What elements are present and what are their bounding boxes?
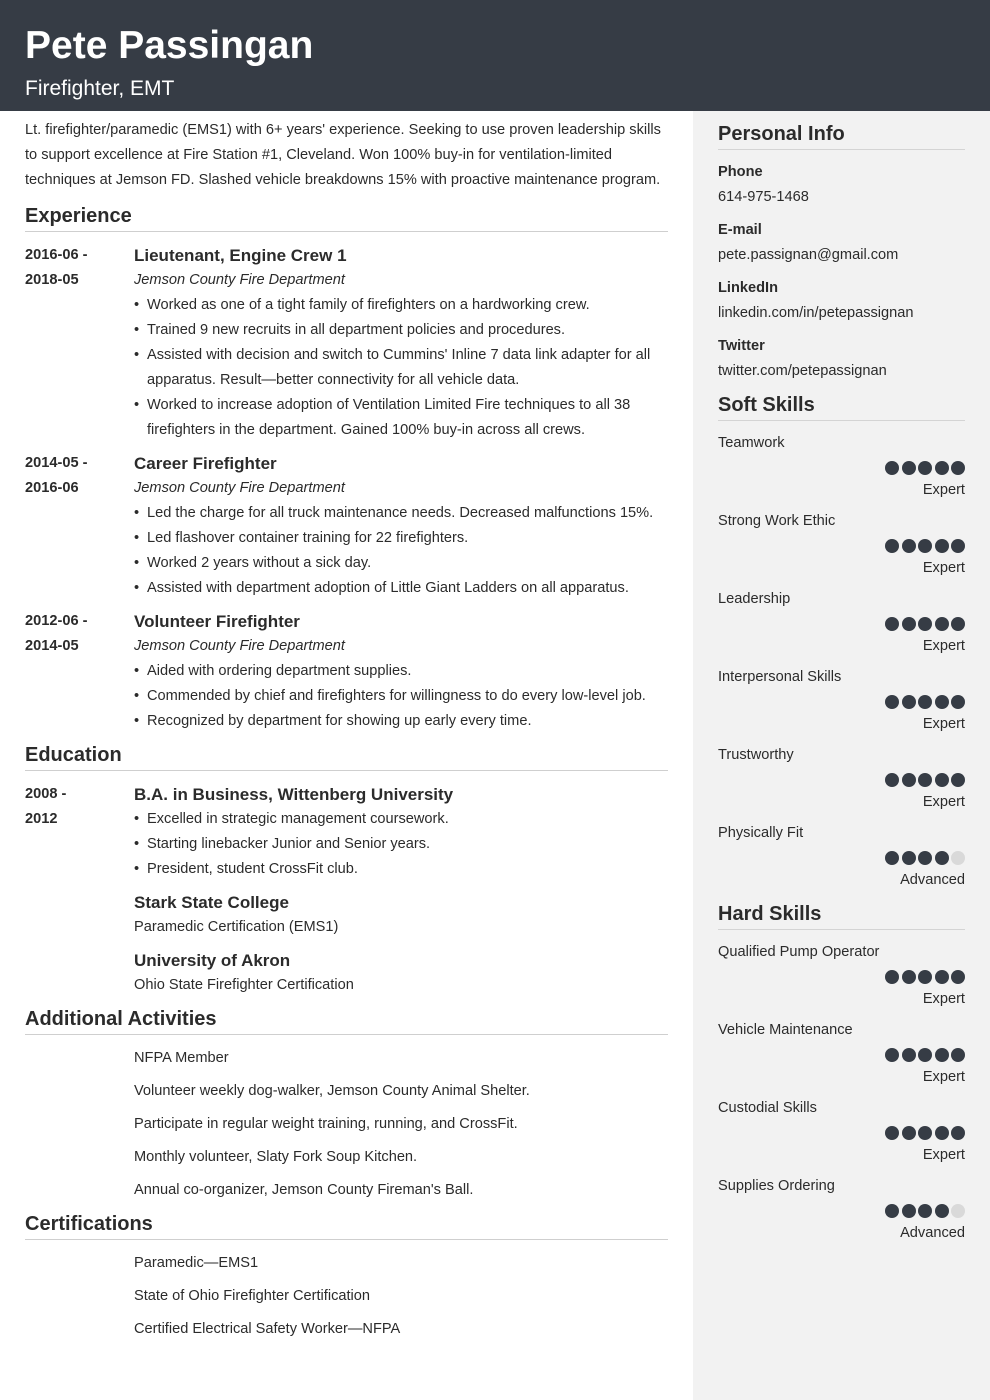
profile-summary: Lt. firefighter/paramedic (EMS1) with 6+ years' experience. Seeking to use proven leadership skills to support excellence at Fire Station #1, Cleveland. Won 100% buy-in for ventilation-limited techniques at Jemson FD. Slashed vehicle breakdowns 15% with proactive maintenance program. [25, 122, 661, 188]
soft-skills-heading: Soft Skills [718, 392, 965, 421]
certifications-heading: Certifications [25, 1211, 668, 1240]
rating-dot-filled-icon [885, 1126, 899, 1140]
hard-skills-heading: Hard Skills [718, 901, 965, 930]
skill-rating [718, 1126, 965, 1143]
skill-level: Expert [922, 560, 965, 576]
bullet-item: • Recognized by department for showing up early every time. [134, 709, 668, 734]
job-title: Volunteer Firefighter [134, 612, 300, 631]
rating-dot-filled-icon [902, 1048, 916, 1062]
bullet-item: • Worked 2 years without a sick day. [134, 551, 668, 576]
skill-item [718, 665, 965, 737]
rating-dot-filled-icon [902, 1204, 916, 1218]
bullet-item: • Commended by chief and firefighters for willingness to do every low-level job. [134, 684, 668, 709]
rating-dot-filled-icon [951, 695, 965, 709]
rating-dot-filled-icon [951, 773, 965, 787]
skill-item [718, 821, 965, 893]
employer: Jemson County Fire Department [134, 272, 345, 288]
activity-item: Monthly volunteer, Slaty Fork Soup Kitchen. [134, 1149, 418, 1165]
date-range [25, 451, 125, 501]
bullet-item: • Aided with ordering department supplies. [134, 659, 668, 684]
twitter-label: Twitter [718, 338, 765, 354]
rating-dot-filled-icon [951, 539, 965, 553]
rating-dot-filled-icon [918, 1126, 932, 1140]
skill-item [718, 1018, 965, 1090]
rating-dot-filled-icon [902, 970, 916, 984]
skill-rating [718, 1048, 965, 1065]
personal-info-heading: Personal Info [718, 121, 965, 150]
skill-name: Strong Work Ethic [718, 513, 836, 529]
school-name: University of Akron [134, 951, 291, 970]
rating-dot-filled-icon [918, 695, 932, 709]
date-start: 2014-05 - [25, 455, 88, 471]
bullet-item: • Starting linebacker Junior and Senior years. [134, 832, 668, 857]
skill-name: Teamwork [718, 435, 785, 451]
bullet-list [134, 807, 668, 882]
skill-item [718, 1096, 965, 1168]
candidate-title: Firefighter, EMT [25, 77, 175, 100]
rating-dot-filled-icon [951, 1048, 965, 1062]
email-label: E-mail [718, 222, 762, 238]
school-name: Stark State College [134, 893, 289, 912]
skill-item [718, 587, 965, 659]
rating-dot-filled-icon [935, 970, 949, 984]
certification-item: Paramedic—EMS1 [134, 1255, 259, 1271]
rating-dot-filled-icon [935, 773, 949, 787]
skill-name: Trustworthy [718, 747, 794, 763]
skill-rating [718, 695, 965, 712]
bullet-item: • Worked to increase adoption of Ventilation Limited Fire techniques to all 38 firefighters in the department. Gained 100% buy-in across all crews. [134, 393, 668, 443]
rating-dot-filled-icon [918, 970, 932, 984]
rating-dot-filled-icon [902, 1126, 916, 1140]
skill-rating [718, 1204, 965, 1221]
soft-skills-list [718, 431, 965, 893]
date-range [25, 782, 125, 832]
rating-dot-filled-icon [935, 539, 949, 553]
phone-value: 614-975-1468 [718, 189, 809, 205]
education-entry [25, 782, 668, 998]
skill-item [718, 1174, 965, 1246]
skill-level: Expert [922, 794, 965, 810]
skill-item [718, 431, 965, 503]
rating-dot-filled-icon [935, 851, 949, 865]
rating-dot-filled-icon [918, 617, 932, 631]
rating-dot-filled-icon [951, 617, 965, 631]
rating-dot-filled-icon [918, 461, 932, 475]
bullet-item: • Excelled in strategic management coursework. [134, 807, 668, 832]
bullet-item: • Assisted with department adoption of Little Giant Ladders on all apparatus. [134, 576, 668, 601]
skill-rating [718, 617, 965, 634]
skill-item [718, 509, 965, 581]
rating-dot-filled-icon [885, 1048, 899, 1062]
rating-dot-filled-icon [885, 695, 899, 709]
skill-name: Supplies Ordering [718, 1178, 835, 1194]
rating-dot-filled-icon [951, 970, 965, 984]
degree-title: B.A. in Business, Wittenberg University [134, 785, 454, 804]
bullet-item: • Led flashover container training for 22 firefighters. [134, 526, 668, 551]
job-title: Lieutenant, Engine Crew 1 [134, 246, 347, 265]
job-title: Career Firefighter [134, 454, 277, 473]
rating-dot-filled-icon [935, 695, 949, 709]
rating-dot-filled-icon [918, 1048, 932, 1062]
skill-name: Physically Fit [718, 825, 804, 841]
rating-dot-filled-icon [935, 617, 949, 631]
skill-rating [718, 773, 965, 790]
school-detail: Paramedic Certification (EMS1) [134, 919, 339, 935]
rating-dot-filled-icon [935, 1204, 949, 1218]
skill-level: Expert [922, 638, 965, 654]
date-end: 2014-05 [25, 638, 79, 654]
activities-list [25, 1046, 668, 1203]
skill-level: Advanced [900, 872, 965, 888]
rating-dot-filled-icon [935, 1126, 949, 1140]
rating-dot-filled-icon [951, 461, 965, 475]
rating-dot-filled-icon [885, 461, 899, 475]
skill-rating [718, 970, 965, 987]
certifications-list [25, 1251, 668, 1342]
skill-name: Qualified Pump Operator [718, 944, 880, 960]
school-detail: Ohio State Firefighter Certification [134, 977, 354, 993]
bullet-list [134, 659, 668, 734]
rating-dot-filled-icon [935, 461, 949, 475]
date-start: 2012-06 - [25, 613, 88, 629]
hard-skills-list [718, 940, 965, 1246]
linkedin-label: LinkedIn [718, 280, 778, 296]
skill-rating [718, 539, 965, 556]
rating-dot-filled-icon [918, 539, 932, 553]
certification-item: Certified Electrical Safety Worker—NFPA [134, 1321, 401, 1337]
rating-dot-empty-icon [951, 1204, 965, 1218]
date-end: 2016-06 [25, 480, 79, 496]
employer: Jemson County Fire Department [134, 480, 345, 496]
skill-level: Expert [922, 991, 965, 1007]
certification-item: State of Ohio Firefighter Certification [134, 1288, 371, 1304]
skill-rating [718, 851, 965, 868]
skill-name: Interpersonal Skills [718, 669, 842, 685]
bullet-item: • President, student CrossFit club. [134, 857, 668, 882]
bullet-item: • Assisted with decision and switch to Cummins' Inline 7 data link adapter for all apparatus. Result—better connectivity for all vehicle data. [134, 343, 668, 393]
rating-dot-filled-icon [951, 1126, 965, 1140]
skill-rating [718, 461, 965, 478]
rating-dot-filled-icon [902, 773, 916, 787]
rating-dot-filled-icon [918, 1204, 932, 1218]
activity-item: Annual co-organizer, Jemson County Fireman's Ball. [134, 1182, 474, 1198]
rating-dot-filled-icon [902, 695, 916, 709]
experience-entry [25, 609, 668, 734]
skill-name: Leadership [718, 591, 791, 607]
bullet-item: • Led the charge for all truck maintenance needs. Decreased malfunctions 15%. [134, 501, 668, 526]
email-value: pete.passignan@gmail.com [718, 247, 899, 263]
rating-dot-filled-icon [885, 539, 899, 553]
candidate-name: Pete Passingan [25, 24, 314, 67]
activity-item: NFPA Member [134, 1050, 229, 1066]
rating-dot-filled-icon [902, 851, 916, 865]
date-end: 2012 [25, 811, 58, 827]
activity-item: Participate in regular weight training, running, and CrossFit. [134, 1116, 518, 1132]
skill-name: Vehicle Maintenance [718, 1022, 853, 1038]
date-start: 2016-06 - [25, 247, 88, 263]
experience-entry [25, 243, 668, 443]
bullet-item: • Trained 9 new recruits in all department policies and procedures. [134, 318, 668, 343]
skill-level: Expert [922, 1069, 965, 1085]
date-end: 2018-05 [25, 272, 79, 288]
rating-dot-empty-icon [951, 851, 965, 865]
twitter-value: twitter.com/petepassignan [718, 363, 887, 379]
bullet-list [134, 293, 668, 443]
rating-dot-filled-icon [918, 773, 932, 787]
skill-level: Expert [922, 1147, 965, 1163]
rating-dot-filled-icon [885, 617, 899, 631]
rating-dot-filled-icon [935, 1048, 949, 1062]
rating-dot-filled-icon [885, 851, 899, 865]
skill-level: Expert [922, 482, 965, 498]
date-range [25, 243, 125, 293]
employer: Jemson County Fire Department [134, 638, 345, 654]
skill-level: Expert [922, 716, 965, 732]
experience-entry [25, 451, 668, 601]
resume-header [0, 0, 990, 111]
rating-dot-filled-icon [902, 539, 916, 553]
date-range [25, 609, 125, 659]
education-heading: Education [25, 742, 668, 771]
rating-dot-filled-icon [885, 1204, 899, 1218]
linkedin-value: linkedin.com/in/petepassignan [718, 305, 914, 321]
activity-item: Volunteer weekly dog-walker, Jemson County Animal Shelter. [134, 1083, 530, 1099]
rating-dot-filled-icon [902, 617, 916, 631]
activities-heading: Additional Activities [25, 1006, 668, 1035]
skill-item [718, 743, 965, 815]
skill-item [718, 940, 965, 1012]
phone-label: Phone [718, 164, 763, 180]
skill-name: Custodial Skills [718, 1100, 817, 1116]
main-column [25, 118, 668, 1342]
rating-dot-filled-icon [885, 970, 899, 984]
rating-dot-filled-icon [885, 773, 899, 787]
bullet-item: • Worked as one of a tight family of firefighters on a hardworking crew. [134, 293, 668, 318]
rating-dot-filled-icon [902, 461, 916, 475]
date-start: 2008 - [25, 786, 67, 802]
rating-dot-filled-icon [918, 851, 932, 865]
skill-level: Advanced [900, 1225, 965, 1241]
sidebar [693, 111, 990, 1400]
experience-heading: Experience [25, 203, 668, 232]
bullet-list [134, 501, 668, 601]
